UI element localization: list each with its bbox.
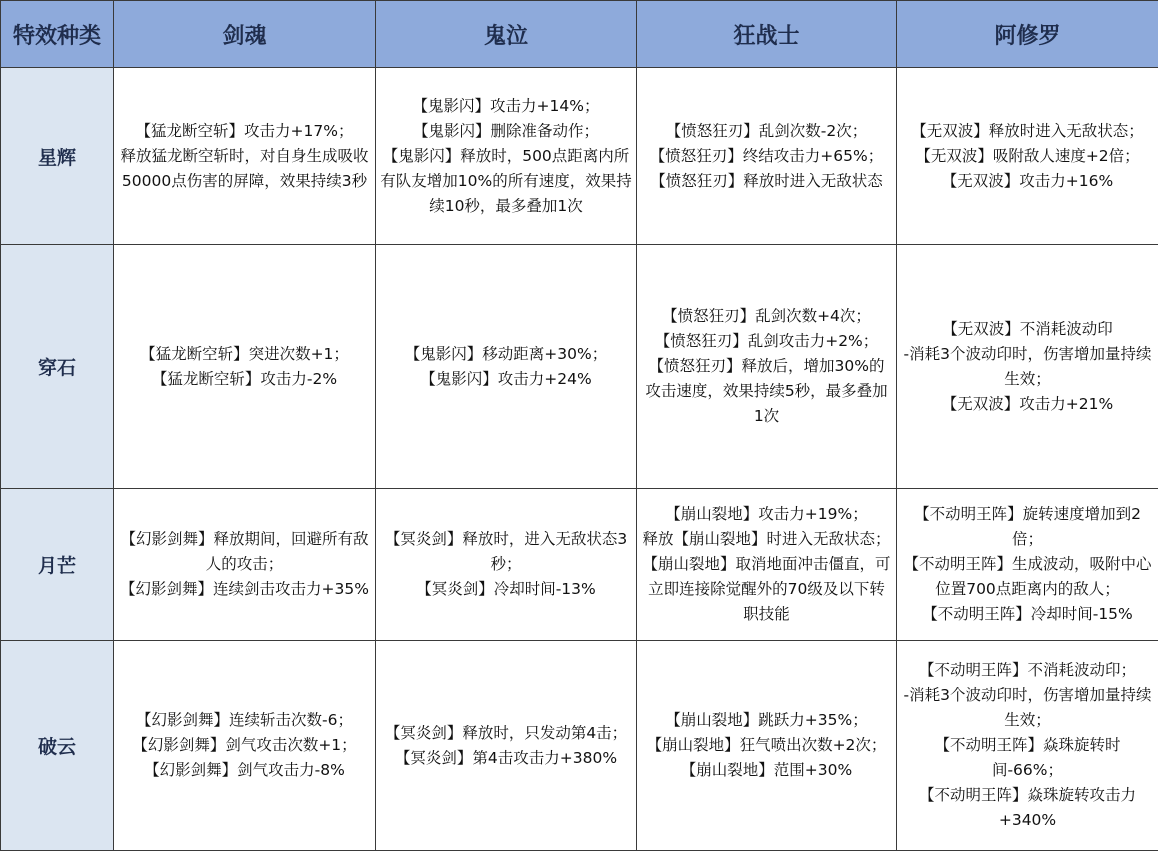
header-class-axiuluo: 阿修罗 <box>897 1 1158 68</box>
header-row <box>1 1 1158 68</box>
row-label: 月芒 <box>1 489 114 641</box>
effect-line: 【冥炎剑】释放时，只发动第4击； <box>380 721 632 746</box>
effect-line: 【无双波】吸附敌人速度+2倍； <box>901 144 1154 169</box>
effect-cell <box>897 68 1158 245</box>
table-row <box>1 68 1158 245</box>
header-class-guiqi: 鬼泣 <box>376 1 637 68</box>
header-effect-type: 特效种类 <box>1 1 114 68</box>
effect-cell <box>376 245 637 489</box>
effect-line: 【崩山裂地】跳跃力+35%； <box>641 708 892 733</box>
effect-line: 【幻影剑舞】剑气攻击力-8% <box>118 758 371 783</box>
effect-line: 【无双波】攻击力+21% <box>901 392 1154 417</box>
effect-line: 【猛龙断空斩】突进次数+1； <box>118 342 371 367</box>
effect-line: 【愤怒狂刃】释放时进入无敌状态 <box>641 169 892 194</box>
effect-line: 【幻影剑舞】连续剑击攻击力+35% <box>118 577 371 602</box>
effect-line: 【崩山裂地】攻击力+19%； <box>641 502 892 527</box>
effect-line: 【鬼影闪】攻击力+24% <box>380 367 632 392</box>
effect-line: 【不动明王阵】冷却时间-15% <box>901 602 1154 627</box>
effect-line: 【愤怒狂刃】乱剑次数+4次； <box>641 304 892 329</box>
header-class-jianhun: 剑魂 <box>114 1 376 68</box>
header-class-kuangzhanshi: 狂战士 <box>637 1 897 68</box>
effect-line: 【崩山裂地】范围+30% <box>641 758 892 783</box>
effect-line: 【幻影剑舞】剑气攻击次数+1； <box>118 733 371 758</box>
row-label: 星辉 <box>1 68 114 245</box>
effect-line: 【猛龙断空斩】攻击力-2% <box>118 367 371 392</box>
effect-cell <box>897 489 1158 641</box>
effect-cell <box>637 641 897 851</box>
effect-line: 【愤怒狂刃】乱剑攻击力+2%； <box>641 329 892 354</box>
effect-line: -消耗3个波动印时，伤害增加量持续生效； <box>901 683 1154 733</box>
effect-line: 【鬼影闪】攻击力+14%； <box>380 94 632 119</box>
effect-line: 【愤怒狂刃】终结攻击力+65%； <box>641 144 892 169</box>
effect-cell <box>114 245 376 489</box>
effect-cell <box>376 68 637 245</box>
effect-line: 【冥炎剑】第4击攻击力+380% <box>380 746 632 771</box>
effect-cell <box>114 68 376 245</box>
table-row <box>1 489 1158 641</box>
effect-line: 【不动明王阵】旋转速度增加到2倍； <box>901 502 1154 552</box>
effect-cell <box>114 641 376 851</box>
effect-line: 【鬼影闪】释放时，500点距离内所有队友增加10%的所有速度，效果持续10秒，最多叠加1次 <box>380 144 632 219</box>
effect-cell <box>897 245 1158 489</box>
effect-line: 【不动明王阵】焱珠旋转攻击力+340% <box>901 783 1154 833</box>
effect-cell <box>897 641 1158 851</box>
effect-line: 【无双波】攻击力+16% <box>901 169 1154 194</box>
effect-line: 【鬼影闪】删除准备动作； <box>380 119 632 144</box>
effect-line: 【愤怒狂刃】乱剑次数-2次； <box>641 119 892 144</box>
row-label: 穿石 <box>1 245 114 489</box>
effect-line: 【崩山裂地】取消地面冲击僵直，可立即连接除觉醒外的70级及以下转职技能 <box>641 552 892 627</box>
effect-cell <box>114 489 376 641</box>
effect-cell <box>376 489 637 641</box>
effect-line: 释放【崩山裂地】时进入无敌状态； <box>641 527 892 552</box>
effect-line: 【鬼影闪】移动距离+30%； <box>380 342 632 367</box>
effect-line: 【猛龙断空斩】攻击力+17%； <box>118 119 371 144</box>
effect-cell <box>637 489 897 641</box>
effect-line: 释放猛龙断空斩时，对自身生成吸收50000点伤害的屏障，效果持续3秒 <box>118 144 371 194</box>
table-row <box>1 245 1158 489</box>
effect-line: 【崩山裂地】狂气喷出次数+2次； <box>641 733 892 758</box>
effect-line: 【不动明王阵】焱珠旋转时间-66%； <box>901 733 1154 783</box>
effect-line: 【幻影剑舞】释放期间，回避所有敌人的攻击； <box>118 527 371 577</box>
effect-line: 【无双波】释放时进入无敌状态； <box>901 119 1154 144</box>
effect-cell <box>376 641 637 851</box>
effect-cell <box>637 68 897 245</box>
effect-line: 【冥炎剑】冷却时间-13% <box>380 577 632 602</box>
effect-line: 【愤怒狂刃】释放后，增加30%的攻击速度，效果持续5秒，最多叠加1次 <box>641 354 892 429</box>
table-row <box>1 641 1158 851</box>
row-label: 破云 <box>1 641 114 851</box>
effect-line: -消耗3个波动印时，伤害增加量持续生效； <box>901 342 1154 392</box>
effect-line: 【冥炎剑】释放时，进入无敌状态3秒； <box>380 527 632 577</box>
effect-line: 【无双波】不消耗波动印 <box>901 317 1154 342</box>
effect-cell <box>637 245 897 489</box>
effect-line: 【不动明王阵】生成波动，吸附中心位置700点距离内的敌人； <box>901 552 1154 602</box>
effect-line: 【幻影剑舞】连续斩击次数-6； <box>118 708 371 733</box>
effect-line: 【不动明王阵】不消耗波动印； <box>901 658 1154 683</box>
